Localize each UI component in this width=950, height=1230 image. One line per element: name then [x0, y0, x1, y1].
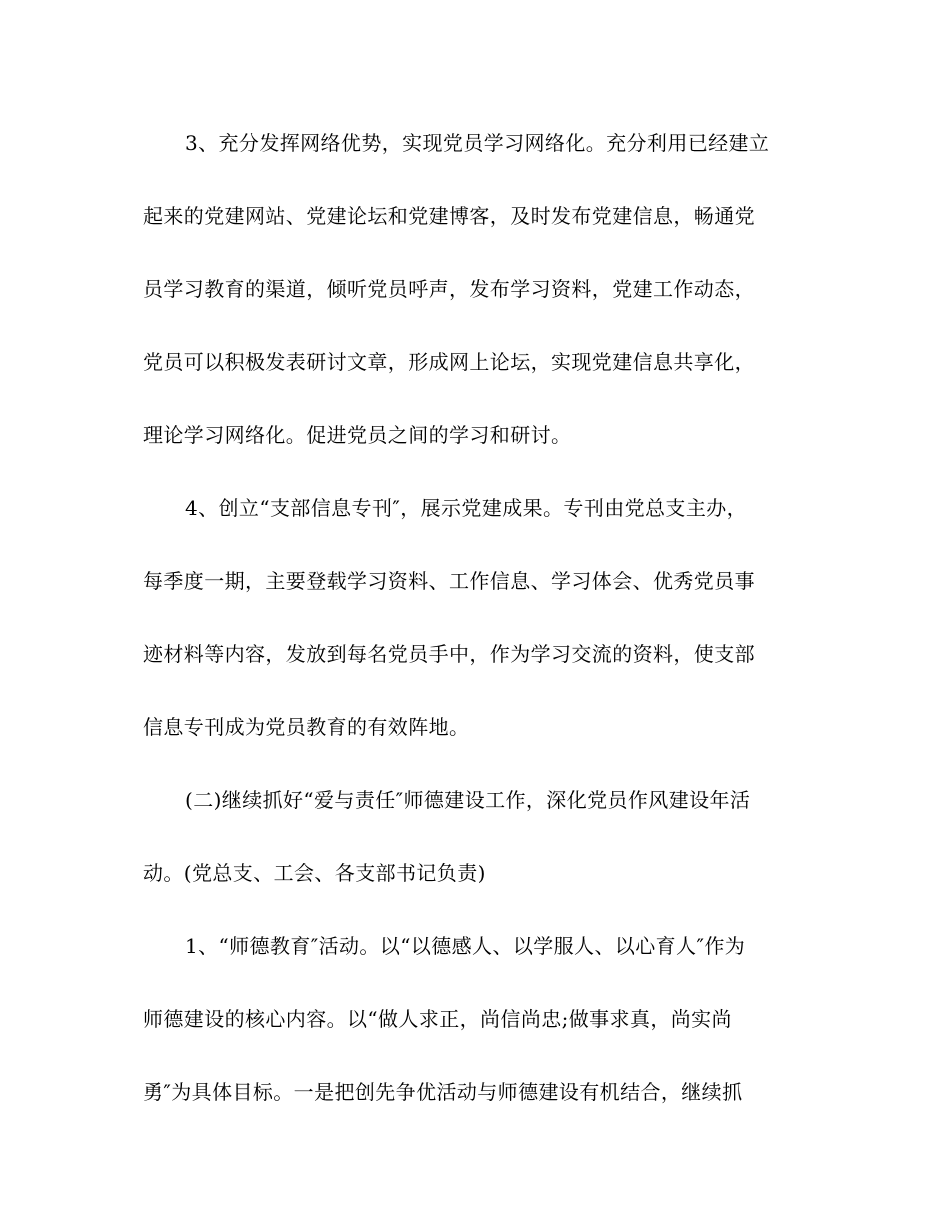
- text-line: 每季度一期，主要登载学习资料、工作信息、学习体会、优秀党员事: [143, 569, 755, 593]
- text-line: 勇″为具体目标。一是把创先争优活动与师德建设有机结合，继续抓: [143, 1080, 743, 1104]
- text-line: (二)继续抓好“爱与责任″师德建设工作，深化党员作风建设年活: [185, 788, 751, 812]
- text-line: 4、创立“支部信息专刊″，展示党建成果。专刊由党总支主办，: [185, 496, 748, 520]
- text-line: 起来的党建网站、党建论坛和党建博客，及时发布党建信息，畅通党: [143, 204, 755, 228]
- text-line: 1、“师德教育″活动。以“以德感人、以学服人、以心育人″作为: [185, 934, 746, 958]
- text-line: 师德建设的核心内容。以“做人求正，尚信尚忠;做事求真，尚实尚: [143, 1007, 732, 1031]
- text-line: 3、充分发挥网络优势，实现党员学习网络化。充分利用已经建立: [185, 131, 770, 155]
- text-line: 迹材料等内容，发放到每名党员手中，作为学习交流的资料，使支部: [143, 642, 755, 666]
- text-line: 理论学习网络化。促进党员之间的学习和研讨。: [143, 423, 572, 447]
- text-line: 信息专刊成为党员教育的有效阵地。: [143, 715, 470, 739]
- text-line: 动。(党总支、工会、各支部书记负责): [143, 861, 486, 885]
- text-line: 党员可以积极发表研讨文章，形成网上论坛，实现党建信息共享化，: [143, 350, 755, 374]
- text-line: 员学习教育的渠道，倾听党员呼声，发布学习资料，党建工作动态，: [143, 277, 755, 301]
